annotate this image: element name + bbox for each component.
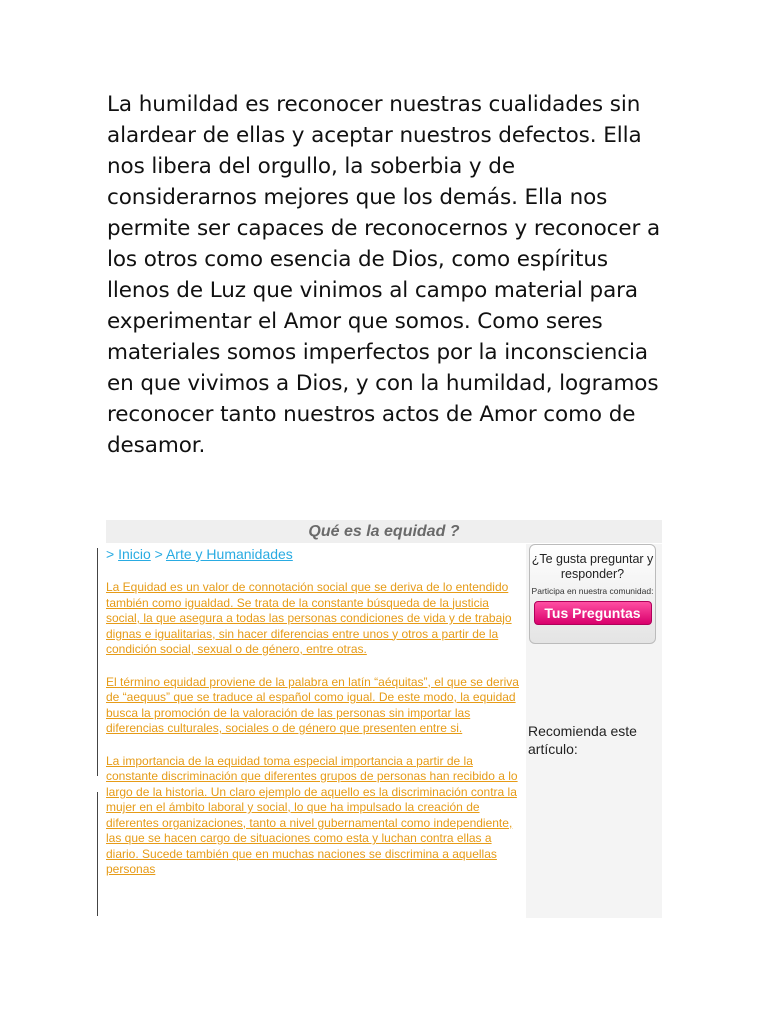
breadcrumb-separator: > — [106, 546, 115, 562]
tus-preguntas-button[interactable]: Tus Preguntas — [534, 601, 652, 625]
recommend-label: Recomienda este artículo: — [528, 723, 637, 757]
ad-subtext: Participa en nuestra comunidad: — [531, 586, 654, 596]
left-rule — [97, 548, 98, 776]
breadcrumb-home-link[interactable]: Inicio — [118, 546, 151, 562]
article-body — [106, 580, 522, 895]
article-clipping — [106, 520, 662, 918]
left-rule — [97, 792, 98, 916]
article-sidebar — [526, 544, 662, 918]
community-ad[interactable] — [529, 544, 656, 644]
intro-paragraph: La humildad es reconocer nuestras cualidades sin alardear de ellas y aceptar nuestros defectos. Ella nos libera del orgullo, la soberbia y de considerarnos mejores que los demás. Ella nos permite ser capaces de reconocernos y reconocer a los otros como esencia de Dios, como espíritus llenos de Luz que vinimos al campo material para experimentar el Amor que somos. Como seres materiales somos imperfectos por la inconsciencia en que vivimos a Dios, y con la humildad, logramos reconocer tanto nuestros actos de Amor como de desamor. — [107, 92, 661, 458]
breadcrumb-separator: > — [154, 546, 163, 562]
article-paragraph[interactable]: La importancia de la equidad toma especial importancia a partir de la constante discriminación que diferentes grupos de personas han recibido a lo largo de la historia. Un claro ejemplo de aquello es la discriminación contra la mujer en el ámbito laboral y social, lo que ha impulsado la creación de diferentes organizaciones, tanto a nivel gubernamental como independiente, las que se hacen cargo de situaciones como esta y luchan contra ellas a diario. Sucede también que en muchas naciones se discrimina a aquellas personas — [106, 753, 518, 876]
breadcrumb-category-link[interactable]: Arte y Humanidades — [165, 546, 293, 562]
article-paragraph[interactable]: La Equidad es un valor de connotación social que se deriva de lo entendido también como igualdad. Se trata de la constante búsqueda de la justicia social, la que asegura a todas las personas condiciones de vida y de trabajo dignas e igualitarias, sin hacer diferencias entre unos y otros a partir de la condición social, sexual o de género, entre otras. — [106, 580, 512, 656]
article-paragraph[interactable]: El término equidad proviene de la palabra en latín “aéquitas”, el que se deriva de “aequus” que se traduce al español como igual. De este modo, la equidad busca la promoción de la valoración de las personas sin importar las diferencias culturales, sociales o de género que presenten entre si. — [106, 674, 519, 735]
breadcrumb — [106, 544, 293, 564]
article-title: Qué es la equidad ? — [106, 520, 662, 543]
ad-question: ¿Te gusta preguntar y responder? — [531, 552, 654, 581]
